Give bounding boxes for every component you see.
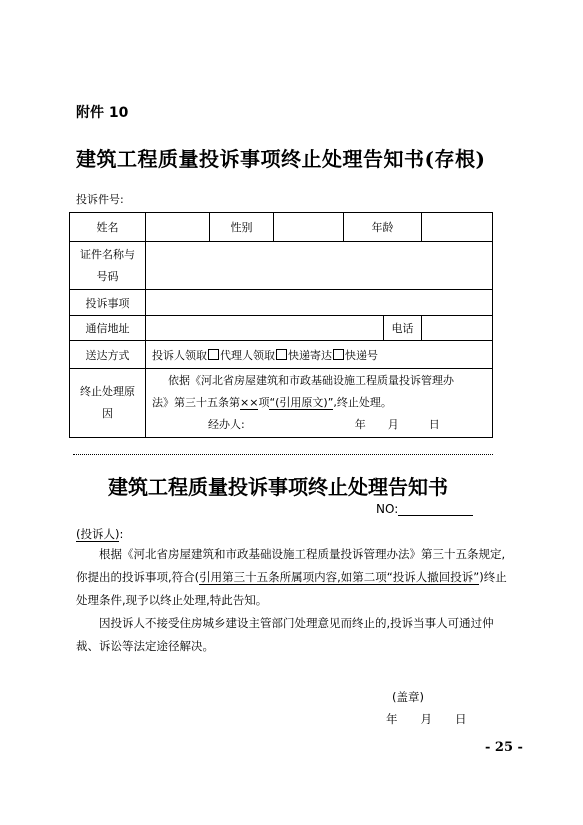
- stub-title: 建筑工程质量投诉事项终止处理告知书(存根): [76, 147, 486, 171]
- handler-label: 经办人:: [208, 418, 245, 431]
- reason-line1: 依据《河北省房屋建筑和市政基础设施工程质量投诉管理办: [168, 374, 454, 387]
- id-label: [70, 242, 146, 290]
- gender-field[interactable]: [274, 213, 344, 242]
- name-label: 姓名: [70, 213, 146, 242]
- matter-label: 投诉事项: [70, 290, 146, 316]
- complainant-placeholder: (投诉人): [76, 527, 120, 541]
- phone-label: 电话: [384, 316, 422, 341]
- delivery-label: 送达方式: [70, 341, 146, 369]
- table-row: [70, 213, 493, 242]
- table-row: [70, 316, 493, 341]
- complainant-line: (投诉人):: [76, 527, 124, 541]
- matter-field[interactable]: [146, 290, 493, 316]
- id-field[interactable]: [146, 242, 493, 290]
- reason-label: 终止处理原因: [70, 369, 146, 438]
- month-label: 月: [387, 418, 399, 431]
- delivery-option-tracking: 快递号: [345, 348, 378, 362]
- gender-label: 性别: [210, 213, 274, 242]
- notice-number-field[interactable]: [398, 515, 473, 516]
- table-row: [70, 369, 493, 438]
- attachment-label: 附件 10: [76, 105, 129, 121]
- reason-content: [146, 369, 493, 438]
- checkbox[interactable]: [208, 349, 219, 360]
- address-field[interactable]: [146, 316, 384, 341]
- delivery-option-agent: 代理人领取: [220, 348, 275, 362]
- id-label-line1: 证件名称与: [80, 247, 135, 261]
- cut-line-divider: [73, 454, 493, 455]
- page-number: - 25 -: [485, 740, 523, 755]
- seal-label: (盖章): [392, 690, 424, 704]
- delivery-option-express: 快递寄达: [288, 348, 332, 362]
- address-label: 通信地址: [70, 316, 146, 341]
- complaint-number-label: 投诉件号:: [76, 193, 124, 206]
- stub-form-table: [69, 212, 493, 438]
- id-label-line2: 号码: [96, 269, 119, 283]
- notice-title: 建筑工程质量投诉事项终止处理告知书: [108, 475, 448, 499]
- table-row: [70, 290, 493, 316]
- day-label: 日: [428, 418, 440, 431]
- name-field[interactable]: [146, 213, 210, 242]
- age-field[interactable]: [422, 213, 493, 242]
- age-label: 年龄: [344, 213, 422, 242]
- notice-paragraph-2: 因投诉人不接受住房城乡建设主管部门处理意见而终止的,投诉当事人可通过仲裁、诉讼等法定途径解决。: [76, 616, 494, 653]
- reason-line3: [164, 414, 486, 436]
- delivery-option-self: 投诉人领取: [152, 348, 207, 362]
- phone-field[interactable]: [422, 316, 493, 341]
- notice-number-label: NO:: [376, 502, 399, 516]
- year-label: 年: [354, 418, 366, 431]
- table-row: [70, 242, 493, 290]
- sign-date: 年 月 日: [386, 712, 467, 726]
- table-row: [70, 341, 493, 369]
- delivery-options: [146, 341, 493, 369]
- reason-line2: 法》第三十五条第××项“(引用原文)”,终止处理。: [152, 396, 392, 409]
- checkbox[interactable]: [333, 349, 344, 360]
- checkbox[interactable]: [276, 349, 287, 360]
- notice-paragraph-1: 根据《河北省房屋建筑和市政基础设施工程质量投诉管理办法》第三十五条规定,你提出的投诉事项,符合(引用第三十五条所属项内容,如第二项“投诉人撤回投诉”)终止处理条件,现予以终止处理,特此告知。: [76, 547, 507, 607]
